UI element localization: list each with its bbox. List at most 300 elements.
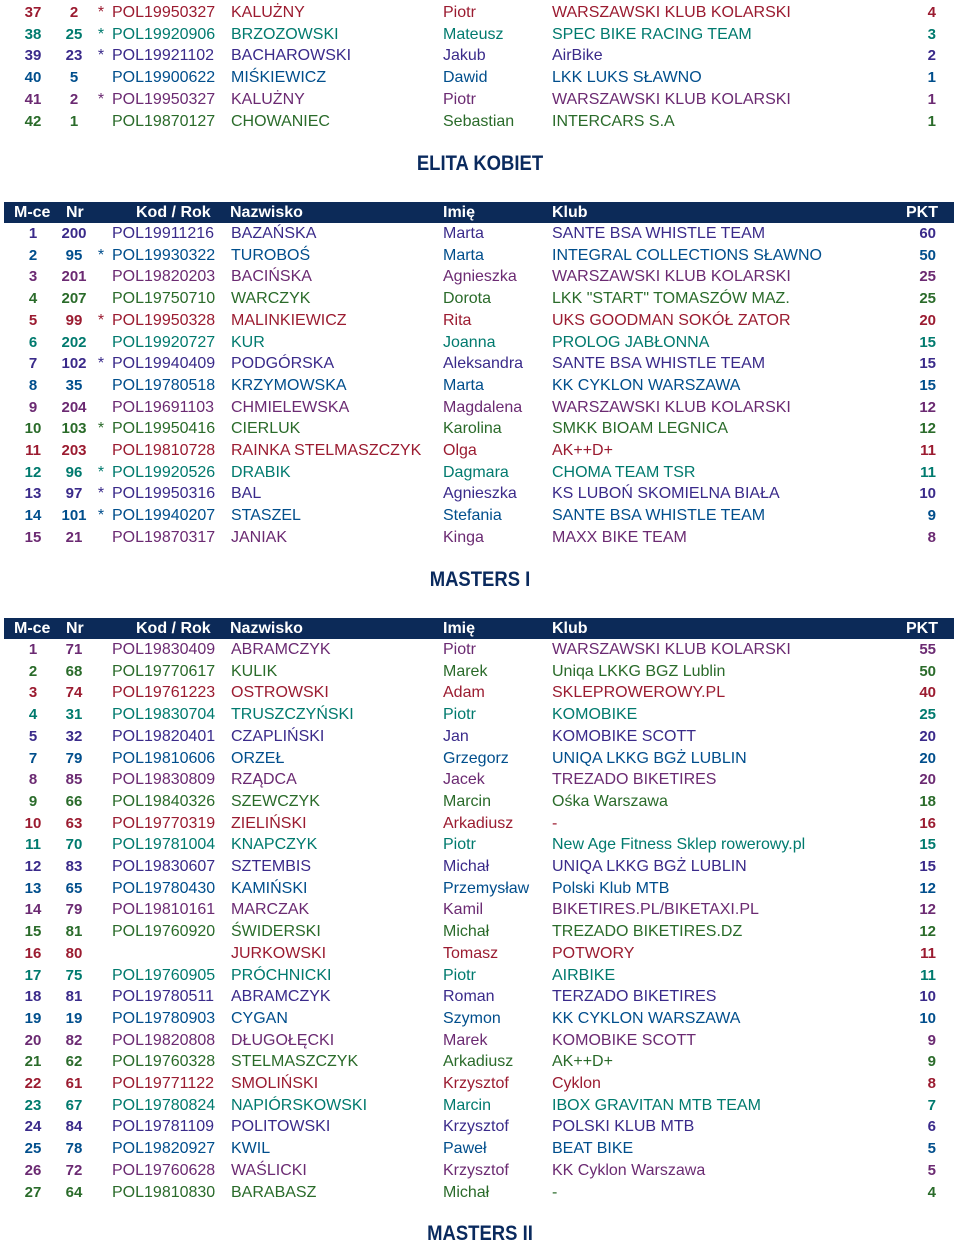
cell-star: * (97, 25, 105, 43)
cell-nr: 103 (61, 420, 87, 438)
cell-code: POL19780511 (112, 988, 215, 1006)
cell-place: 11 (25, 836, 41, 854)
cell-nr: 25 (65, 25, 83, 43)
cell-nr: 64 (65, 1183, 83, 1201)
cell-place: 40 (24, 69, 42, 87)
table-row (0, 24, 960, 45)
header-place: M-ce (14, 204, 51, 221)
cell-pkt: 25 (919, 268, 936, 286)
cell-place: 15 (24, 528, 42, 546)
cell-name: ABRAMCZYK (231, 641, 331, 658)
cell-club: SANTE BSA WHISTLE TEAM (552, 355, 766, 373)
cell-first: Michał (443, 923, 490, 941)
cell-nr: 202 (61, 333, 87, 351)
table-row (0, 726, 960, 747)
cell-club: Ośka Warszawa (552, 792, 668, 810)
cell-nr: 68 (65, 662, 83, 680)
table-row (0, 266, 960, 287)
table-row (0, 89, 960, 110)
section-title: ELITA KOBIET (416, 152, 544, 175)
cell-pkt: 8 (927, 1075, 936, 1092)
cell-first: Piotr (443, 836, 476, 854)
cell-place: 1 (28, 225, 38, 242)
cell-place: 5 (28, 311, 38, 329)
cell-nr: 1 (69, 112, 79, 130)
table-row (0, 965, 960, 986)
cell-club: Cyklon (552, 1075, 601, 1092)
cell-pkt: 11 (920, 966, 936, 984)
cell-code: POL19870317 (112, 528, 216, 546)
cell-club: WARSZAWSKI KLUB KOLARSKI (552, 4, 791, 21)
cell-name: STASZEL (231, 507, 301, 525)
cell-club: INTEGRAL COLLECTIONS SŁAWNO (552, 246, 822, 264)
cell-code: POL19920526 (112, 463, 216, 481)
cell-place: 41 (24, 90, 42, 108)
cell-nr: 101 (61, 507, 87, 525)
cell-code: POL19921102 (112, 47, 215, 65)
cell-name: KNAPCZYK (231, 836, 318, 854)
cell-first: Sebastian (443, 112, 515, 130)
cell-pkt: 5 (927, 1140, 936, 1158)
cell-pkt: 11 (920, 463, 936, 481)
header-first: Imię (443, 620, 476, 637)
cell-name: ABRAMCZYK (231, 988, 331, 1006)
table-row (0, 1182, 960, 1203)
cell-first: Magdalena (443, 398, 523, 416)
cell-first: Przemysław (443, 879, 530, 897)
table-row (0, 1008, 960, 1029)
header-place: M-ce (14, 620, 51, 637)
cell-first: Aleksandra (443, 355, 524, 373)
cell-name: ZIELIŃSKI (231, 814, 307, 832)
table-row (0, 111, 960, 132)
cell-club: WARSZAWSKI KLUB KOLARSKI (552, 90, 791, 108)
cell-first: Krzysztof (443, 1075, 509, 1092)
cell-code: POL19771122 (112, 1075, 215, 1092)
table-row (0, 245, 960, 266)
cell-name: RAINKA STELMASZCZYK (231, 442, 422, 459)
cell-club: TREZADO BIKETIRES.DZ (552, 923, 743, 941)
cell-nr: 74 (65, 684, 83, 702)
table-row (0, 1051, 960, 1072)
cell-club: SANTE BSA WHISTLE TEAM (552, 507, 766, 525)
cell-nr: 207 (61, 290, 87, 308)
table-row (0, 527, 960, 548)
cell-pkt: 55 (919, 641, 936, 658)
cell-name: KAMIŃSKI (231, 879, 308, 897)
cell-pkt: 12 (919, 879, 936, 897)
cell-code: POL19760905 (112, 966, 216, 984)
cell-place: 10 (24, 814, 42, 832)
table-row (0, 639, 960, 660)
cell-nr: 79 (65, 749, 83, 767)
cell-star: * (97, 246, 105, 264)
cell-club: TERZADO BIKETIRES (552, 988, 717, 1006)
cell-star: * (97, 355, 105, 373)
cell-name: CYGAN (231, 1009, 288, 1027)
cell-pkt: 5 (927, 1161, 936, 1179)
cell-club: INTERCARS S.A (552, 112, 675, 130)
table-row (0, 1030, 960, 1051)
cell-nr: 81 (65, 923, 83, 941)
cell-club: AK++D+ (552, 442, 613, 459)
cell-pkt: 25 (919, 706, 936, 724)
cell-nr: 95 (65, 246, 83, 264)
table-row (0, 440, 960, 461)
cell-code: POL19760628 (112, 1161, 216, 1179)
cell-club: POTWORY (552, 944, 635, 962)
cell-name: BACIŃSKA (231, 268, 312, 286)
cell-place: 8 (28, 376, 38, 394)
cell-pkt: 20 (919, 727, 936, 745)
cell-club: KOMOBIKE (552, 706, 638, 724)
table-row (0, 943, 960, 964)
cell-place: 18 (24, 988, 42, 1006)
cell-pkt: 15 (919, 333, 936, 351)
cell-code: POL19940409 (112, 355, 216, 373)
cell-nr: 200 (61, 225, 87, 242)
cell-name: TUROBOŚ (231, 246, 311, 264)
cell-club: AIRBIKE (552, 966, 616, 984)
cell-star: * (97, 4, 105, 21)
cell-name: BAZAŃSKA (231, 225, 317, 242)
cell-name: JANIAK (231, 528, 288, 546)
table-row (0, 834, 960, 855)
cell-pkt: 12 (919, 901, 936, 919)
cell-nr: 204 (61, 398, 87, 416)
cell-nr: 84 (65, 1118, 83, 1136)
cell-club: CHOMA TEAM TSR (552, 463, 696, 481)
cell-place: 7 (28, 749, 38, 767)
cell-place: 4 (28, 706, 38, 724)
table-row (0, 986, 960, 1007)
cell-place: 26 (24, 1161, 42, 1179)
cell-place: 13 (24, 879, 42, 897)
cell-code: POL19750710 (112, 290, 216, 308)
cell-code: POL19761223 (112, 684, 216, 702)
cell-code: POL19770319 (112, 814, 216, 832)
cell-code: POL19781004 (112, 836, 216, 854)
cell-code: POL19920906 (112, 25, 216, 43)
cell-place: 17 (24, 966, 42, 984)
cell-club: BEAT BIKE (552, 1140, 634, 1158)
cell-code: POL19940207 (112, 507, 216, 525)
cell-nr: 67 (65, 1096, 83, 1114)
cell-pkt: 7 (927, 1096, 936, 1114)
table-row (0, 2, 960, 23)
cell-place: 15 (24, 923, 42, 941)
cell-first: Marta (443, 376, 484, 394)
cell-name: ŚWIDERSKI (231, 923, 321, 941)
table-row (0, 418, 960, 439)
cell-pkt: 16 (919, 814, 936, 832)
cell-code: POL19840326 (112, 792, 216, 810)
cell-place: 37 (24, 4, 42, 21)
cell-pkt: 9 (927, 1031, 936, 1049)
cell-first: Piotr (443, 641, 476, 658)
cell-name: NAPIÓRSKOWSKI (231, 1096, 368, 1114)
cell-name: PODGÓRSKA (231, 355, 335, 373)
cell-first: Marcin (443, 792, 492, 810)
cell-first: Grzegorz (443, 749, 509, 767)
cell-first: Arkadiusz (443, 1053, 514, 1071)
cell-name: BRZOZOWSKI (231, 25, 339, 43)
cell-place: 3 (28, 268, 38, 286)
cell-pkt: 60 (919, 225, 936, 242)
cell-place: 4 (28, 290, 38, 308)
header-first: Imię (443, 204, 476, 221)
cell-star: * (97, 485, 105, 503)
cell-code: POL19810161 (112, 901, 216, 919)
cell-club: KK CYKLON WARSZAWA (552, 376, 741, 394)
cell-nr: 97 (65, 485, 83, 503)
cell-code: POL19820203 (112, 268, 216, 286)
table-row (0, 288, 960, 309)
cell-nr: 66 (65, 792, 83, 810)
cell-code: POL19810728 (112, 442, 216, 459)
cell-club: Uniqa LKKG BGZ Lublin (552, 662, 726, 680)
table-row (0, 899, 960, 920)
cell-nr: 23 (65, 47, 83, 65)
cell-first: Jan (443, 727, 469, 745)
cell-first: Piotr (443, 706, 476, 724)
cell-nr: 62 (65, 1053, 83, 1071)
cell-name: JURKOWSKI (231, 944, 327, 962)
cell-nr: 72 (65, 1161, 83, 1179)
cell-name: OSTROWSKI (231, 684, 329, 702)
cell-code: POL19780430 (112, 879, 216, 897)
cell-pkt: 1 (927, 69, 936, 87)
cell-club: PROLOG JABŁONNA (552, 333, 710, 351)
cell-code: POL19760920 (112, 923, 216, 941)
table-row (0, 375, 960, 396)
cell-place: 8 (28, 771, 38, 789)
cell-pkt: 10 (919, 1009, 936, 1027)
cell-name: BAL (231, 485, 262, 503)
cell-pkt: 12 (919, 923, 936, 941)
cell-place: 10 (24, 420, 42, 438)
cell-code: POL19691103 (112, 398, 215, 416)
cell-name: MIŚKIEWICZ (231, 69, 327, 87)
cell-nr: 71 (65, 641, 83, 658)
cell-place: 42 (24, 112, 42, 130)
cell-first: Michał (443, 858, 490, 875)
cell-place: 16 (24, 944, 42, 962)
table-row (0, 1095, 960, 1116)
cell-nr: 32 (65, 727, 83, 745)
cell-pkt: 25 (919, 290, 936, 308)
cell-first: Marta (443, 246, 484, 264)
cell-pkt: 1 (927, 112, 936, 130)
cell-nr: 2 (69, 4, 79, 21)
table-row (0, 661, 960, 682)
cell-first: Joanna (443, 333, 496, 351)
cell-star: * (97, 311, 105, 329)
cell-nr: 19 (65, 1009, 83, 1027)
table-row (0, 1073, 960, 1094)
table-row (0, 332, 960, 353)
cell-place: 25 (24, 1140, 42, 1158)
cell-first: Marek (443, 662, 488, 680)
cell-nr: 79 (65, 901, 83, 919)
cell-code: POL19950327 (112, 90, 216, 108)
cell-first: Marcin (443, 1096, 492, 1114)
cell-place: 14 (24, 507, 42, 525)
cell-club: KS LUBOŃ SKOMIELNA BIAŁA (552, 485, 780, 503)
cell-place: 2 (28, 246, 38, 264)
cell-first: Dorota (443, 290, 492, 308)
cell-place: 27 (24, 1183, 42, 1201)
cell-name: STELMASZCZYK (231, 1053, 359, 1071)
cell-code: POL19810830 (112, 1183, 216, 1201)
cell-club: MAXX BIKE TEAM (552, 528, 687, 546)
cell-place: 39 (24, 47, 42, 65)
cell-first: Piotr (443, 90, 476, 108)
cell-first: Paweł (443, 1140, 487, 1158)
cell-club: WARSZAWSKI KLUB KOLARSKI (552, 268, 791, 286)
cell-place: 7 (28, 355, 38, 373)
cell-name: KRZYMOWSKA (231, 376, 347, 394)
cell-code: POL19820401 (112, 727, 216, 745)
cell-pkt: 8 (927, 528, 936, 546)
header-nr: Nr (66, 204, 84, 221)
cell-place: 9 (28, 398, 38, 416)
cell-code: POL19820927 (112, 1140, 216, 1158)
cell-nr: 63 (65, 814, 83, 832)
cell-name: CZAPLIŃSKI (231, 727, 325, 745)
cell-pkt: 10 (919, 485, 936, 503)
cell-name: KULIK (231, 662, 278, 680)
cell-place: 1 (28, 641, 38, 658)
cell-nr: 99 (65, 311, 83, 329)
cell-nr: 102 (61, 355, 87, 373)
cell-place: 38 (24, 25, 42, 43)
cell-club: KOMOBIKE SCOTT (552, 727, 697, 745)
header-pkt: PKT (906, 204, 938, 221)
cell-code: POL19830704 (112, 706, 216, 724)
cell-name: DŁUGOŁĘCKI (231, 1031, 335, 1049)
cell-pkt: 15 (919, 858, 936, 875)
cell-place: 12 (24, 858, 42, 875)
table-header (4, 202, 954, 223)
cell-pkt: 50 (919, 662, 936, 680)
cell-pkt: 12 (919, 420, 936, 438)
cell-club: BIKETIRES.PL/BIKETAXI.PL (552, 901, 759, 919)
table-row (0, 856, 960, 877)
cell-pkt: 40 (919, 684, 936, 702)
cell-nr: 85 (65, 771, 83, 789)
table-row (0, 310, 960, 331)
table-row (0, 704, 960, 725)
cell-first: Agnieszka (443, 485, 517, 503)
cell-first: Arkadiusz (443, 814, 514, 832)
cell-name: SZEWCZYK (231, 792, 320, 810)
cell-place: 3 (28, 684, 38, 702)
cell-pkt: 20 (919, 771, 936, 789)
cell-code: POL19870127 (112, 112, 216, 130)
cell-club: AK++D+ (552, 1053, 613, 1071)
cell-nr: 82 (65, 1031, 83, 1049)
cell-club: LKK "START" TOMASZÓW MAZ. (552, 290, 790, 308)
cell-first: Jakub (443, 47, 486, 65)
cell-name: SMOLIŃSKI (231, 1075, 319, 1092)
cell-nr: 31 (65, 706, 83, 724)
cell-club: New Age Fitness Sklep rowerowy.pl (552, 836, 806, 854)
table-row (0, 462, 960, 483)
cell-name: PRÓCHNICKI (231, 966, 332, 984)
cell-star: * (97, 507, 105, 525)
cell-club: AirBike (552, 47, 603, 65)
cell-code: POL19810606 (112, 749, 216, 767)
section-title: MASTERS I (429, 568, 531, 591)
cell-code: POL19780518 (112, 376, 216, 394)
cell-first: Dawid (443, 69, 488, 87)
cell-place: 2 (28, 662, 38, 680)
cell-name: WARCZYK (231, 290, 311, 308)
cell-pkt: 4 (927, 1183, 936, 1201)
cell-club: SPEC BIKE RACING TEAM (552, 25, 752, 43)
cell-first: Rita (443, 311, 472, 329)
cell-name: DRABIK (231, 463, 291, 481)
cell-place: 9 (28, 792, 38, 810)
table-row (0, 791, 960, 812)
cell-place: 13 (24, 485, 42, 503)
cell-club: KK CYKLON WARSZAWA (552, 1009, 741, 1027)
cell-first: Stefania (443, 507, 502, 525)
header-code: Kod / Rok (136, 620, 211, 637)
cell-code: POL19911216 (112, 225, 215, 242)
table-row (0, 353, 960, 374)
cell-club: SMKK BIOAM LEGNICA (552, 420, 729, 438)
cell-place: 20 (24, 1031, 42, 1049)
cell-code: POL19770617 (112, 662, 216, 680)
cell-place: 14 (24, 901, 42, 919)
cell-first: Michał (443, 1183, 490, 1201)
cell-name: KWIL (231, 1140, 271, 1158)
cell-first: Marek (443, 1031, 488, 1049)
cell-pkt: 12 (919, 398, 936, 416)
cell-nr: 201 (61, 268, 87, 286)
table-row (0, 878, 960, 899)
cell-club: POLSKI KLUB MTB (552, 1118, 695, 1136)
cell-nr: 75 (65, 966, 83, 984)
cell-code: POL19930322 (112, 246, 216, 264)
cell-name: BARABASZ (231, 1183, 317, 1201)
cell-first: Mateusz (443, 25, 504, 43)
cell-club: - (552, 1183, 558, 1201)
cell-nr: 61 (65, 1075, 83, 1092)
cell-name: KALUŻNY (231, 4, 305, 21)
cell-first: Piotr (443, 4, 476, 21)
cell-code: POL19830409 (112, 641, 216, 658)
cell-star: * (97, 420, 105, 438)
cell-pkt: 1 (927, 90, 936, 108)
cell-name: KUR (231, 333, 265, 351)
cell-nr: 65 (65, 879, 83, 897)
cell-place: 12 (24, 463, 42, 481)
cell-club: WARSZAWSKI KLUB KOLARSKI (552, 641, 791, 658)
cell-code: POL19760328 (112, 1053, 216, 1071)
table-row (0, 483, 960, 504)
cell-first: Adam (443, 684, 485, 702)
cell-pkt: 15 (919, 355, 936, 373)
cell-nr: 2 (69, 90, 79, 108)
cell-place: 11 (25, 442, 41, 459)
cell-pkt: 50 (919, 246, 936, 264)
cell-nr: 78 (65, 1140, 83, 1158)
cell-name: TRUSZCZYŃSKI (231, 706, 354, 724)
cell-club: WARSZAWSKI KLUB KOLARSKI (552, 398, 791, 416)
